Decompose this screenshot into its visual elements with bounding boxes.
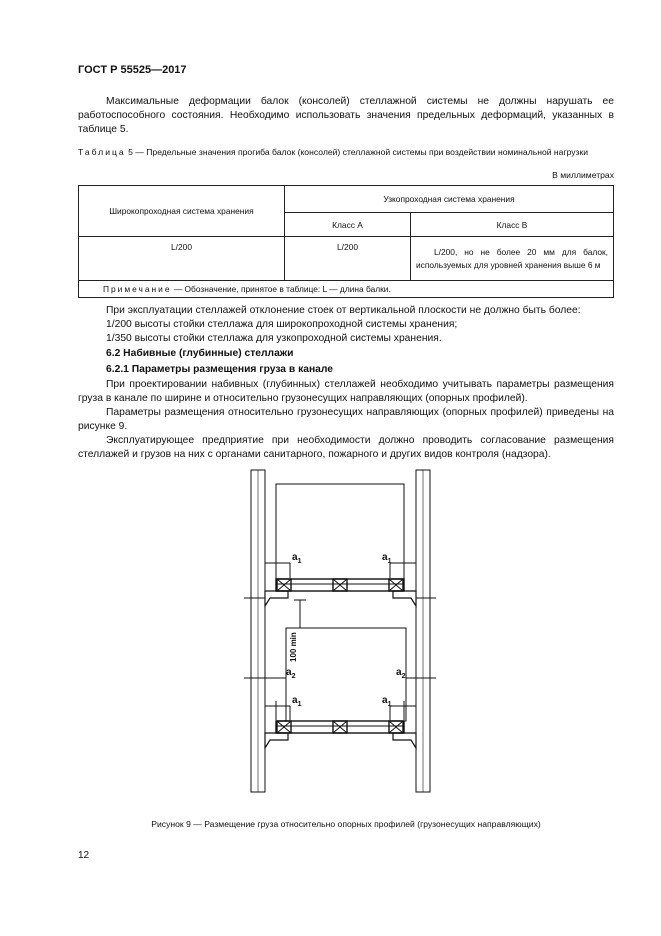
lower-right-rail <box>393 733 416 748</box>
value-class-b: L/200, но не более 20 мм для балок, используемых для уровней хранения выше 6 м <box>411 237 614 281</box>
label-a2-right: $a_2$ <box>396 667 406 680</box>
label-a1-upper-left: $a_1$ <box>292 552 302 565</box>
section-heading-6-2: 6.2 Набивные (глубинные) стеллажи <box>106 348 294 359</box>
header-class-a: Класс А <box>285 213 411 237</box>
value-wide: L/200 <box>79 237 285 281</box>
label-a1-upper-right: $a_1$ <box>382 552 392 565</box>
upper-load <box>276 484 404 579</box>
page-number: 12 <box>78 850 90 861</box>
header-class-b: Класс В <box>411 213 614 237</box>
note-word: Примечание <box>103 284 172 294</box>
limit-deflection-table <box>78 185 614 298</box>
lower-left-rail <box>265 733 288 748</box>
header-narrow-aisle: Узкопроходная система хранения <box>285 186 614 213</box>
figure-caption: Рисунок 9 — Размещение груза относительно опорных профилей (грузонесущих направляющих) <box>151 819 541 829</box>
table-units: В миллиметрах <box>552 170 614 180</box>
figure-9-diagram <box>230 466 450 802</box>
table-caption-number: 5 <box>128 147 133 157</box>
table-note <box>79 281 614 298</box>
table-caption-text: — Предельные значения прогиба балок (консолей) стеллажной системы при воздействии номинальной нагрузки <box>135 147 589 157</box>
paragraph-figure-reference: Параметры размещения относительно грузонесущих направляющих (опорных профилей) приведены на рисунке 9. <box>78 407 614 433</box>
paragraph-placement: При проектировании набивных (глубинных) стеллажей необходимо учитывать параметры размещения груза в канале по ширине и относительно грузонесущих направляющих (опорных профилей). <box>78 379 614 405</box>
label-100-min: 100 min <box>289 632 298 662</box>
lower-pallet-blocks <box>277 721 403 733</box>
upper-pallet-blocks <box>277 579 403 591</box>
note-text: — Обозначение, принятое в таблице: L — длина балки. <box>173 284 391 294</box>
table-caption <box>78 146 614 159</box>
table-caption-word: Таблица <box>78 147 126 157</box>
upper-right-rail <box>393 591 416 606</box>
document-header: ГОСТ Р 55525—2017 <box>78 64 187 76</box>
label-a2-left: $a_2$ <box>286 667 296 680</box>
intro-paragraph: Максимальные деформации балок (консолей) стеллажной системы не должны нарушать ее работоспособного состояния. Необходимо использовать значения предельных деформаций, указанных в таблице 5. <box>78 96 614 136</box>
header-wide-aisle: Широкопроходная система хранения <box>79 186 285 237</box>
paragraph-coordination: Эксплуатирующее предприятие при необходимости должно проводить согласование размещения стеллажей и грузов на них с органами санитарного, пожарного и других видов контроля (надзора). <box>78 435 614 461</box>
upper-left-rail <box>265 591 288 606</box>
label-a1-lower-right: $a_1$ <box>382 695 392 708</box>
deviation-item-2: 1/350 высоты стойки стеллажа для узкопроходной системы хранения. <box>106 333 442 344</box>
label-a1-lower-left: $a_1$ <box>292 695 302 708</box>
deviation-item-1: 1/200 высоты стойки стеллажа для широкопроходной системы хранения; <box>106 319 458 330</box>
section-heading-6-2-1: 6.2.1 Параметры размещения груза в канале <box>106 364 334 375</box>
value-class-a: L/200 <box>285 237 411 281</box>
deviation-paragraph: При эксплуатации стеллажей отклонение стоек от вертикальной плоскости не должно быть более: <box>106 305 581 316</box>
